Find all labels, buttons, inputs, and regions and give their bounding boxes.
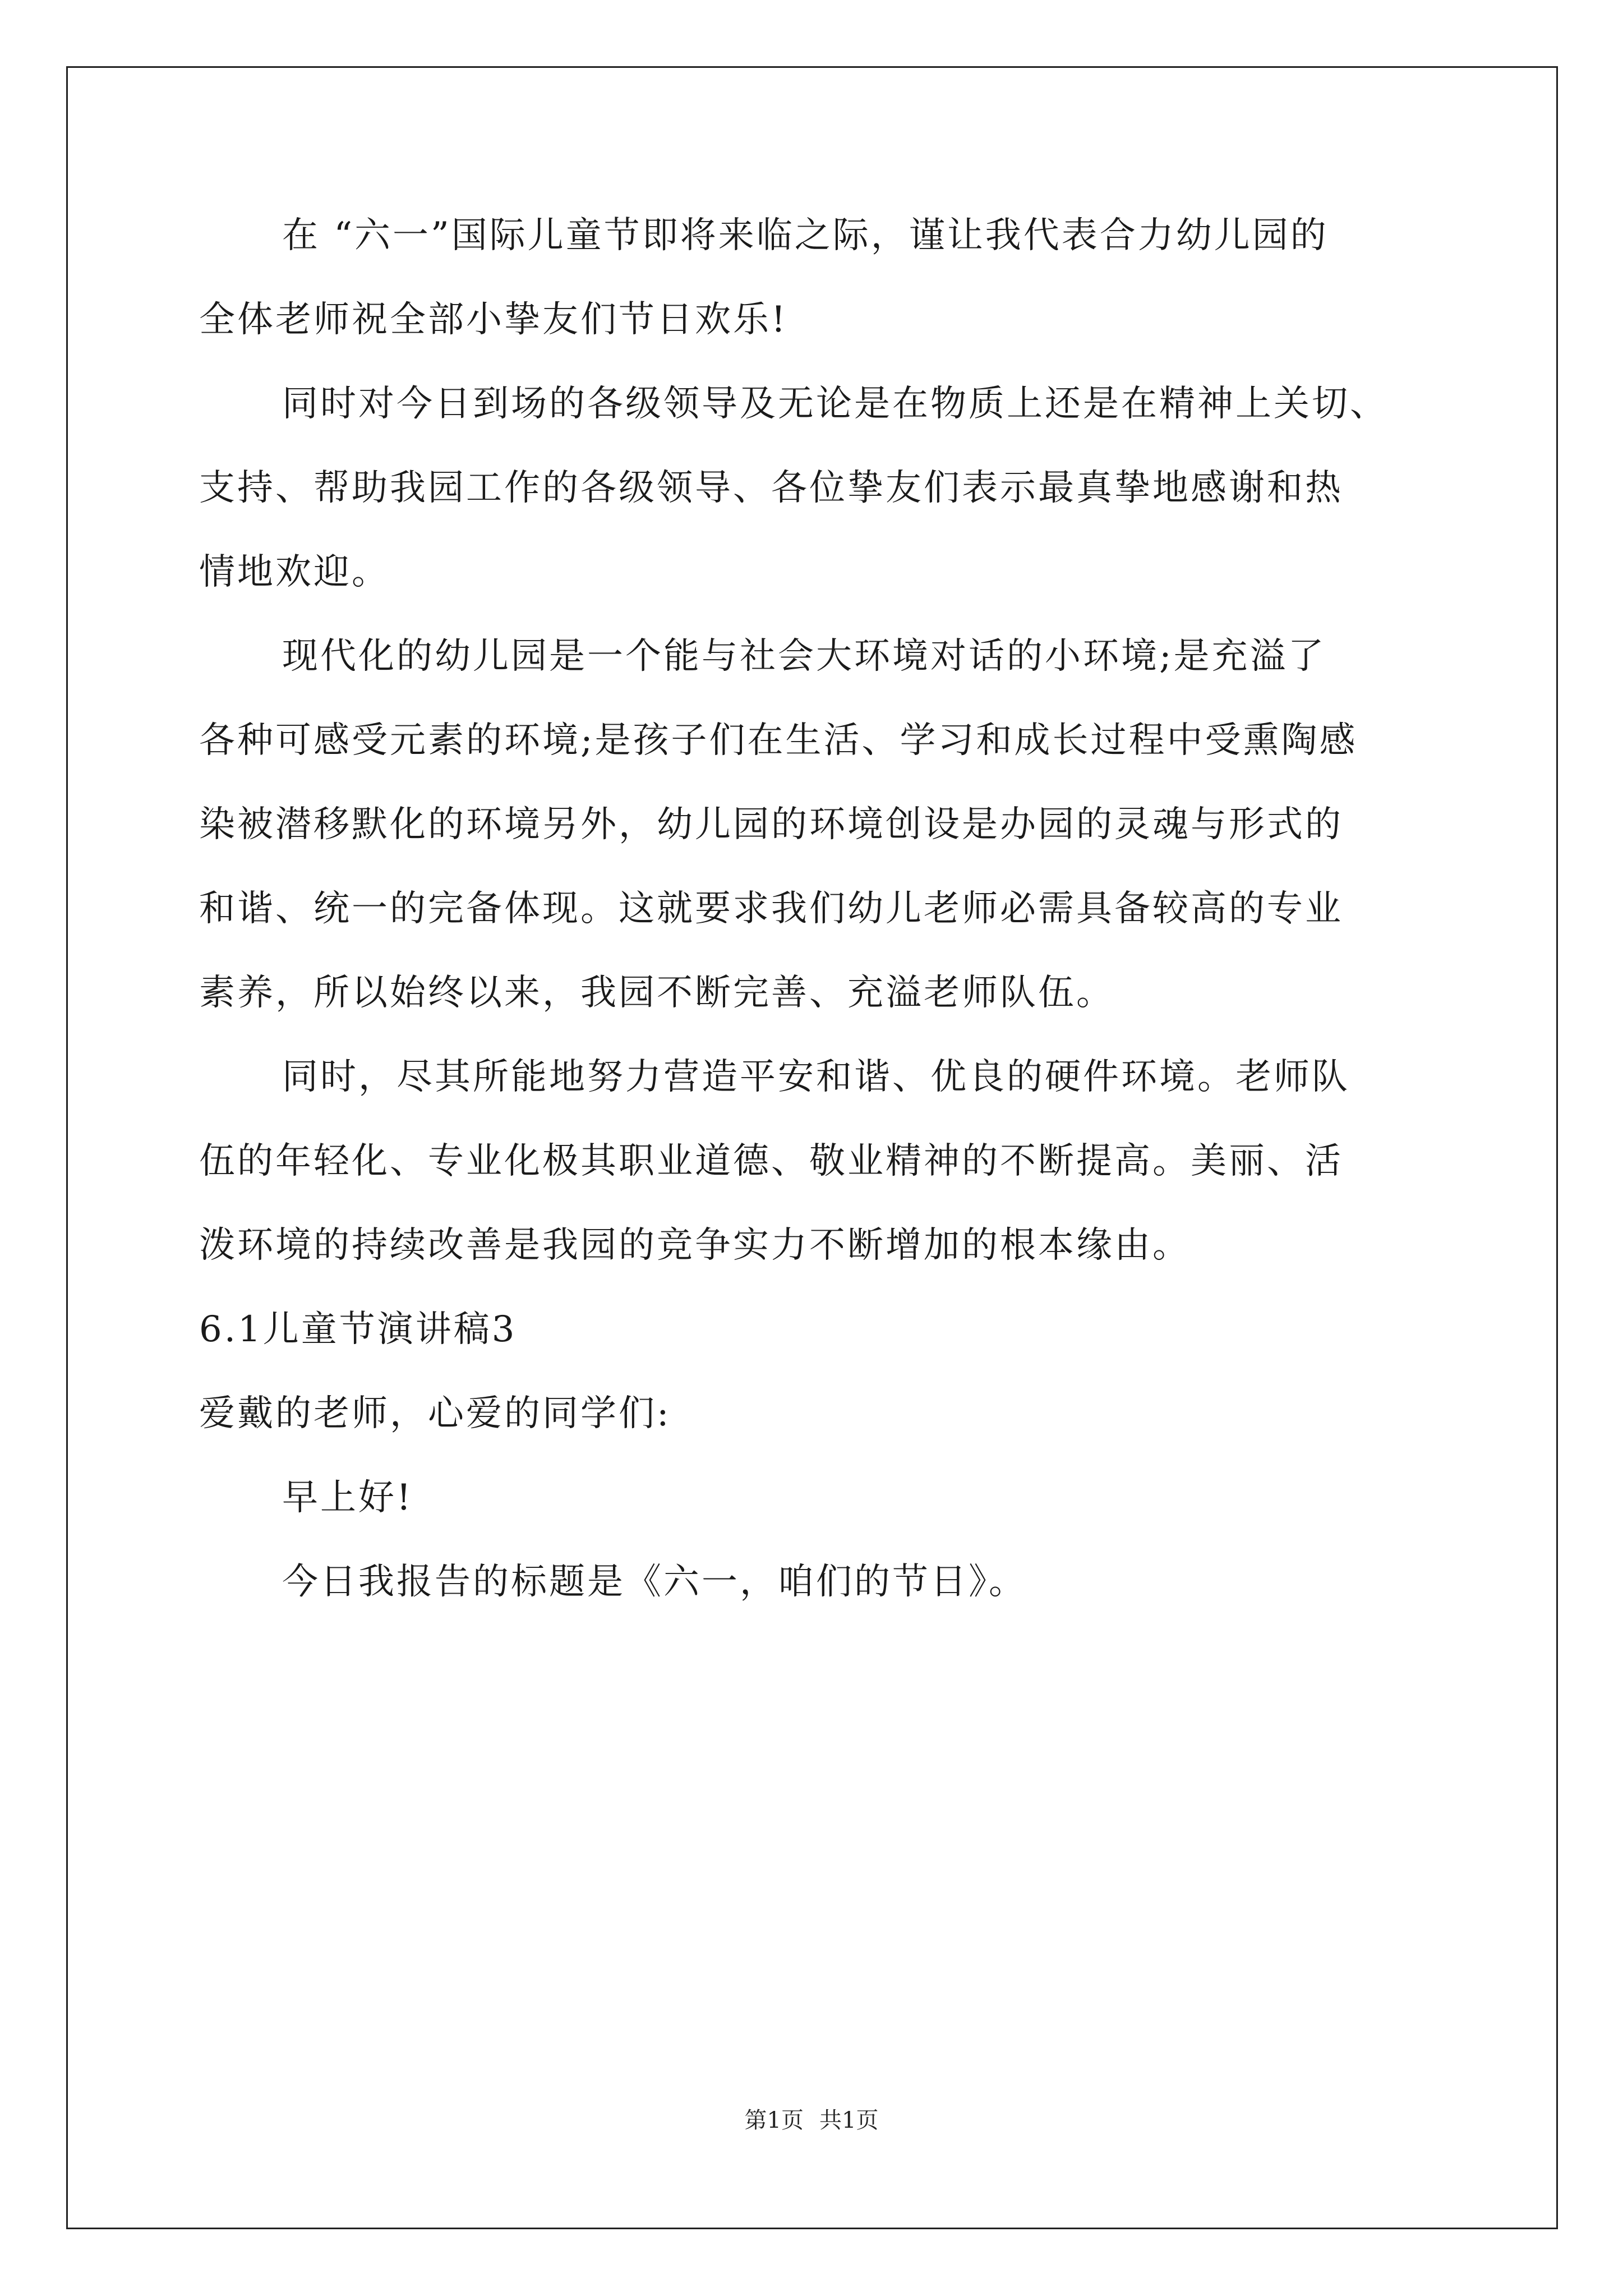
paragraph-3-line-2: 各种可感受元素的环境;是孩子们在生活、学习和成长过程中受熏陶感	[199, 720, 1358, 761]
paragraph-2-line-1: 同时对今日到场的各级领导及无论是在物质上还是在精神上关切、	[282, 383, 1388, 425]
paragraph-4-line-2: 伍的年轻化、专业化极其职业道德、敬业精神的不断提高。美丽、活	[199, 1140, 1343, 1182]
section-heading: 6.1儿童节演讲稿3	[199, 1309, 517, 1350]
paragraph-3-line-4: 和谐、统一的完备体现。这就要求我们幼儿老师必需具备较高的专业	[199, 888, 1343, 930]
paragraph-3-line-5: 素养，所以始终以来，我园不断完善、充溢老师队伍。	[199, 972, 1114, 1014]
paragraph-3-line-3: 染被潜移默化的环境另外，幼儿园的环境创设是办园的灵魂与形式的	[199, 804, 1343, 845]
paragraph-4-line-1: 同时，尽其所能地努力营造平安和谐、优良的硬件环境。老师队	[282, 1056, 1350, 1098]
paragraph-2-line-3: 情地欢迎。	[199, 551, 390, 593]
salutation: 爱戴的老师，心爱的同学们:	[199, 1393, 671, 1434]
speech-title-line: 今日我报告的标题是《六一，咱们的节日》。	[282, 1561, 1027, 1603]
paragraph-1-line-2: 全体老师祝全部小挚友们节日欢乐!	[199, 299, 788, 341]
paragraph-1-line-1: 在 “六一”国际儿童节即将来临之际，谨让我代表合力幼儿园的	[282, 215, 1329, 256]
page-number-current: 第1页	[744, 2108, 804, 2133]
greeting: 早上好!	[282, 1477, 413, 1519]
page-footer	[0, 2106, 1623, 2134]
paragraph-2-line-2: 支持、帮助我园工作的各级领导、各位挚友们表示最真挚地感谢和热	[199, 467, 1343, 509]
paragraph-4-line-3: 泼环境的持续改善是我园的竞争实力不断增加的根本缘由。	[199, 1225, 1191, 1266]
page-number-total: 共1页	[819, 2108, 879, 2133]
paragraph-3-line-1: 现代化的幼儿园是一个能与社会大环境对话的小环境;是充溢了	[282, 636, 1326, 677]
